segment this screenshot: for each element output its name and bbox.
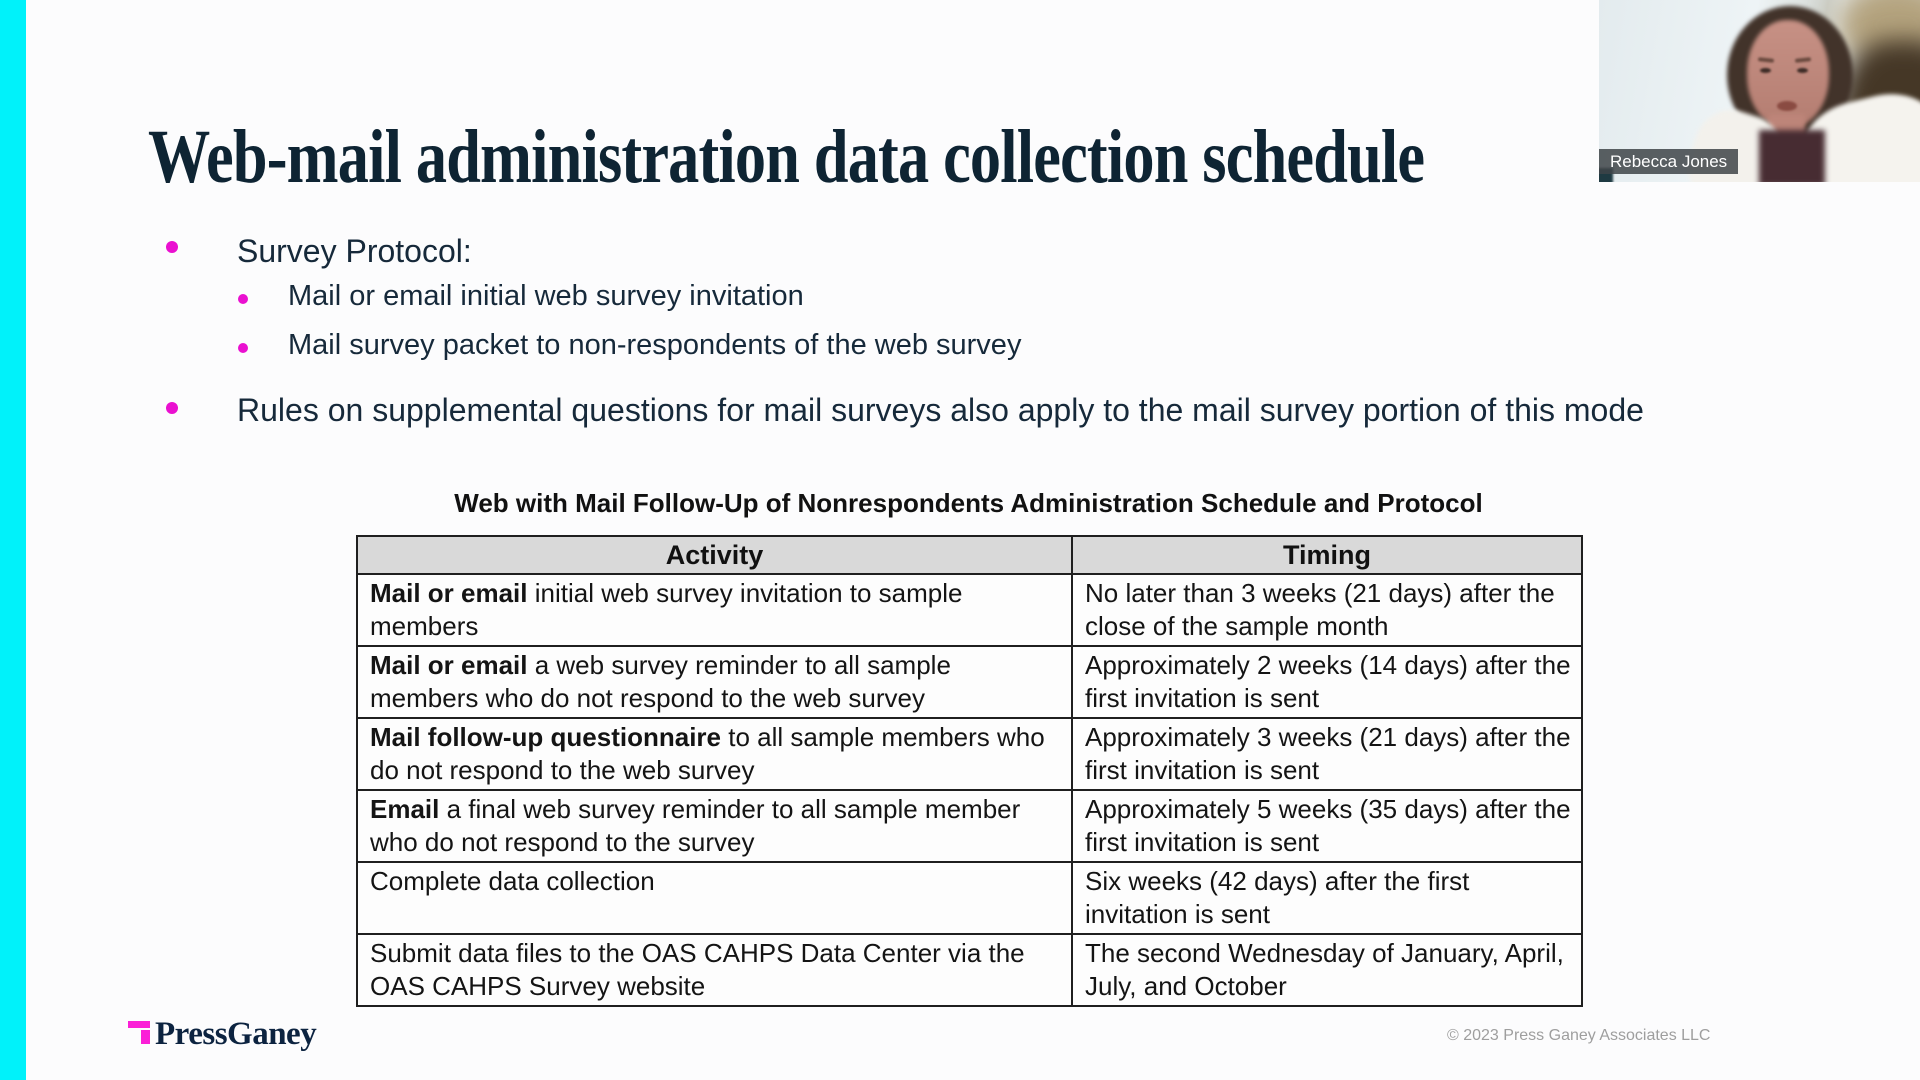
timing-cell: Approximately 3 weeks (21 days) after the first invitation is sent bbox=[1072, 718, 1582, 790]
activity-text: to all sample members who do not respond to the web survey bbox=[370, 722, 1045, 785]
table-row bbox=[357, 574, 1582, 646]
participant-face-detail bbox=[1760, 68, 1771, 73]
table-row bbox=[357, 790, 1582, 862]
activity-lead: Mail or email bbox=[370, 650, 528, 680]
activity-cell bbox=[357, 718, 1072, 790]
column-header-activity: Activity bbox=[357, 536, 1072, 574]
activity-text: Complete data collection bbox=[370, 866, 655, 896]
activity-cell bbox=[357, 934, 1072, 1006]
timing-cell: Approximately 2 weeks (14 days) after the first invitation is sent bbox=[1072, 646, 1582, 718]
pressganey-logo bbox=[128, 1016, 316, 1053]
timing-cell: Six weeks (42 days) after the first invitation is sent bbox=[1072, 862, 1582, 934]
table-row bbox=[357, 646, 1582, 718]
bullet-subitem: Mail or email initial web survey invitation bbox=[288, 280, 804, 312]
accent-stripe bbox=[0, 0, 26, 1080]
schedule-table bbox=[356, 535, 1583, 1007]
participant-face bbox=[1747, 20, 1829, 128]
timing-cell: The second Wednesday of January, April, July, and October bbox=[1072, 934, 1582, 1006]
copyright-text: © 2023 Press Ganey Associates LLC bbox=[1447, 1027, 1711, 1044]
participant-name-tag: Rebecca Jones bbox=[1599, 149, 1738, 174]
participant-face-detail bbox=[1797, 68, 1808, 73]
timing-cell: No later than 3 weeks (21 days) after the close of the sample month bbox=[1072, 574, 1582, 646]
activity-cell bbox=[357, 790, 1072, 862]
table-header-row bbox=[357, 536, 1582, 574]
page-title: Web-mail administration data collection schedule bbox=[148, 115, 1425, 199]
bullet-item: Survey Protocol: bbox=[237, 233, 472, 269]
webcam-video-tile[interactable] bbox=[1599, 0, 1920, 182]
bullet-icon bbox=[238, 294, 248, 304]
table-title: Web with Mail Follow-Up of Nonrespondents Administration Schedule and Protocol bbox=[454, 488, 1483, 518]
bullet-icon bbox=[166, 241, 178, 253]
activity-lead: Mail or email bbox=[370, 578, 528, 608]
activity-lead: Mail follow-up questionnaire bbox=[370, 722, 721, 752]
bullet-icon bbox=[166, 402, 178, 414]
activity-text: a final web survey reminder to all sample member who do not respond to the survey bbox=[370, 794, 1021, 857]
pressganey-logo-icon bbox=[128, 1021, 152, 1049]
activity-text: a web survey reminder to all sample members who do not respond to the web survey bbox=[370, 650, 951, 713]
activity-text: initial web survey invitation to sample members bbox=[370, 578, 963, 641]
bullet-subitem: Mail survey packet to non-respondents of the web survey bbox=[288, 329, 1022, 361]
column-header-timing: Timing bbox=[1072, 536, 1582, 574]
timing-cell: Approximately 5 weeks (35 days) after the first invitation is sent bbox=[1072, 790, 1582, 862]
activity-cell bbox=[357, 574, 1072, 646]
bullet-item: Rules on supplemental questions for mail surveys also apply to the mail survey portion of this mode bbox=[237, 392, 1644, 428]
pressganey-logo-text: PressGaney bbox=[155, 1016, 317, 1052]
activity-cell bbox=[357, 646, 1072, 718]
activity-cell bbox=[357, 862, 1072, 934]
bullet-icon bbox=[238, 343, 248, 353]
table-row bbox=[357, 934, 1582, 1006]
activity-lead: Email bbox=[370, 794, 440, 824]
table-row bbox=[357, 862, 1582, 934]
activity-text: Submit data files to the OAS CAHPS Data Center via the OAS CAHPS Survey website bbox=[370, 938, 1025, 1001]
table-row bbox=[357, 718, 1582, 790]
participant-shirt bbox=[1759, 130, 1825, 182]
participant-face-detail bbox=[1777, 101, 1797, 111]
